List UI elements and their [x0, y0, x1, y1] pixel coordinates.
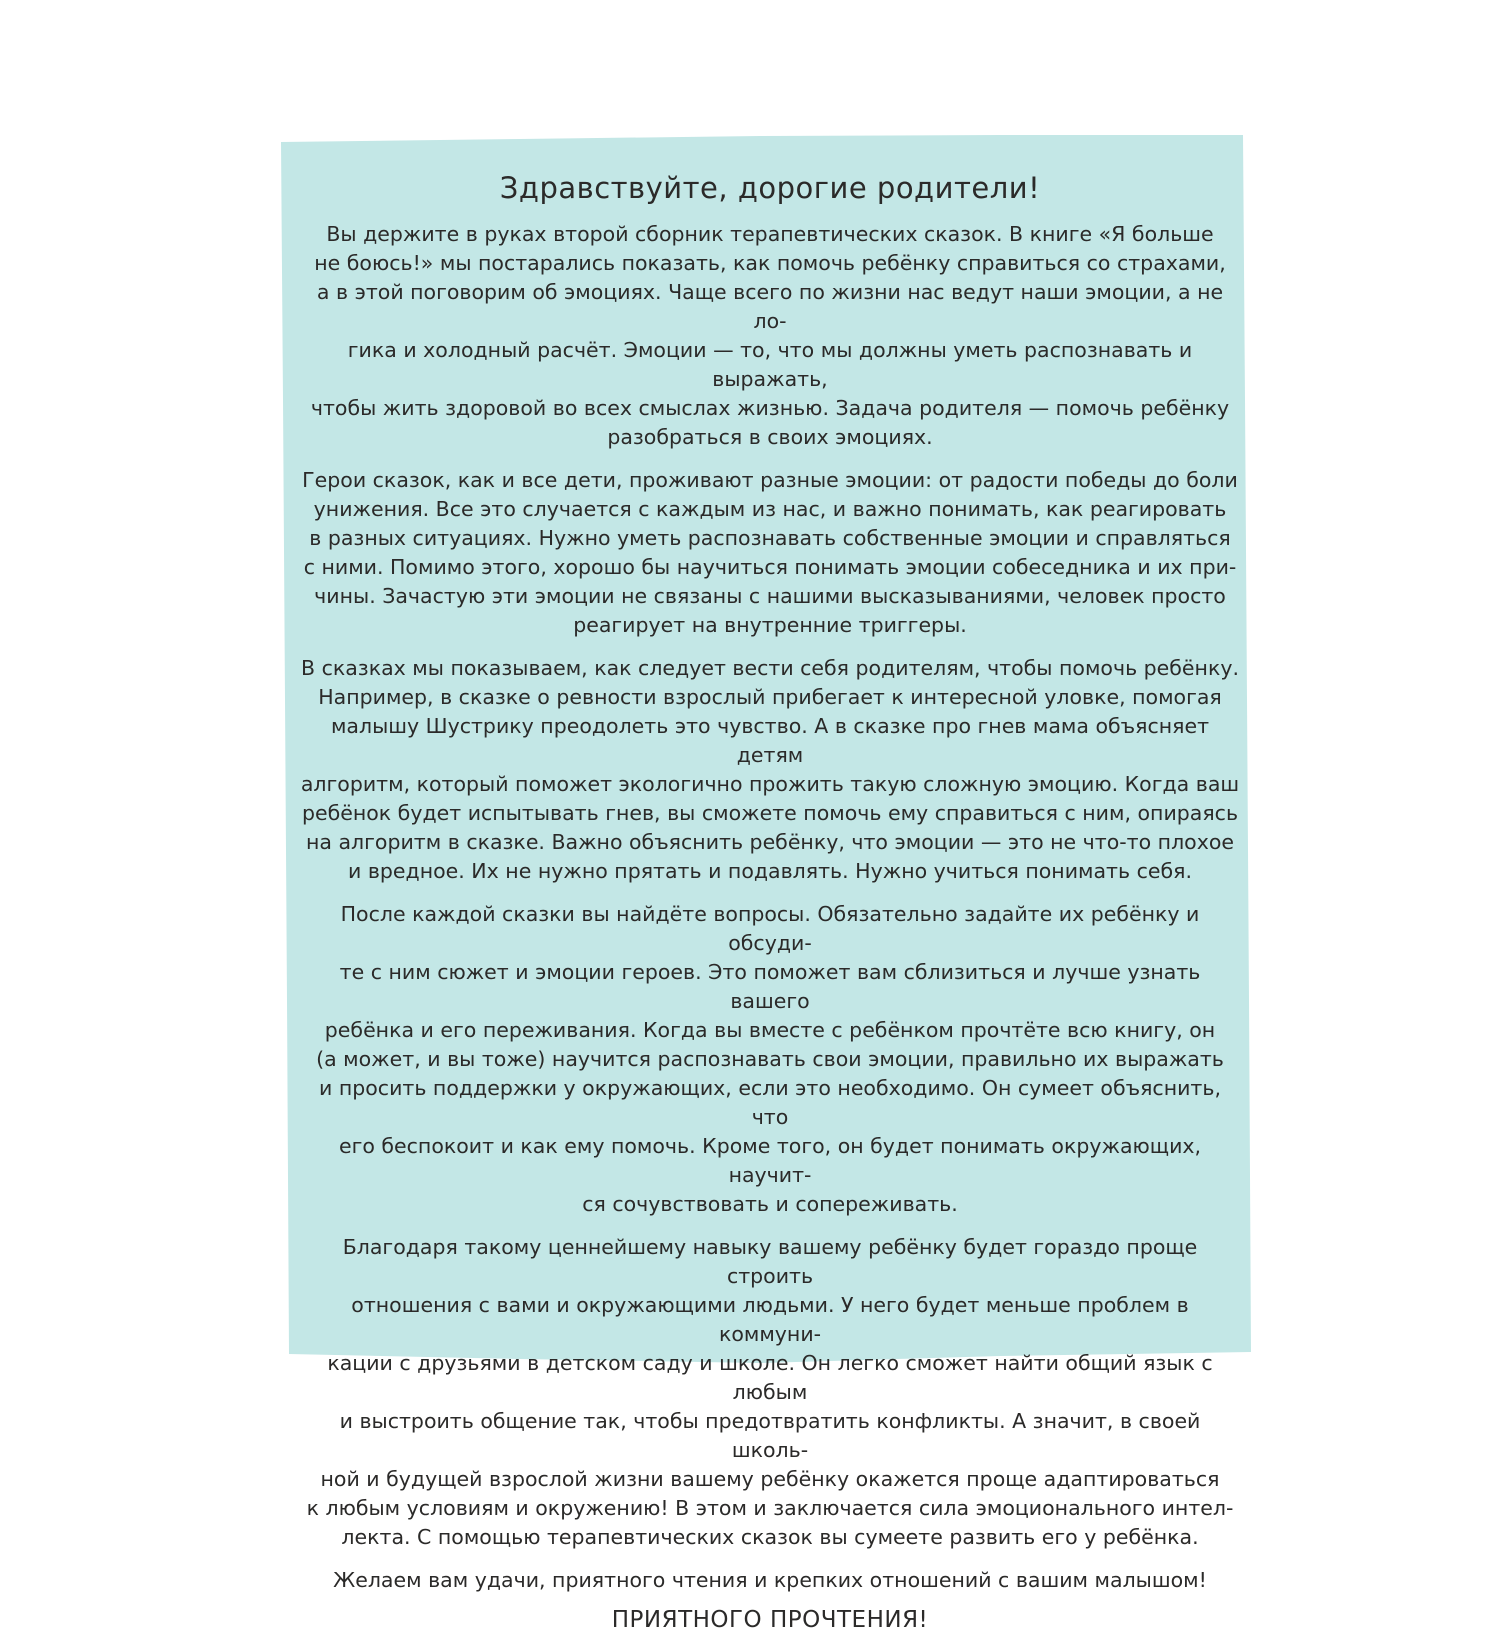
paragraph-3 [300, 654, 1240, 886]
letter-title: Здравствуйте, дорогие родители! [499, 171, 1041, 205]
text-line: не боюсь!» мы постарались показать, как помочь ребёнку справиться со страхами, [314, 251, 1226, 275]
text-line: те с ним сюжет и эмоции героев. Это поможет вам сблизиться и лучше узнать вашего [339, 960, 1201, 1013]
text-line: Благодаря такому ценнейшему навыку вашему ребёнку будет гораздо проще строить [342, 1235, 1198, 1288]
text-line: Герои сказок, как и все дети, проживают разные эмоции: от радости победы до боли [302, 468, 1238, 492]
text-line: ной и будущей взрослой жизни вашему ребёнку окажется проще адаптироваться [320, 1467, 1220, 1491]
text-line: (а может, и вы тоже) научится распознавать свои эмоции, правильно их выражать [316, 1047, 1224, 1071]
text-line: ся сочувствовать и сопереживать. [582, 1192, 958, 1216]
text-line: реагирует на внутренние триггеры. [573, 613, 967, 637]
signoff: ПРИЯТНОГО ПРОЧТЕНИЯ! [611, 1607, 929, 1633]
text-line: отношения с вами и окружающими людьми. У него будет меньше проблем в коммуни- [351, 1293, 1189, 1346]
text-line: кации с друзьями в детском саду и школе. Он легко сможет найти общий язык с любым [327, 1351, 1213, 1404]
text-line: Вы держите в руках второй сборник терапевтических сказок. В книге «Я больше [326, 222, 1214, 246]
paragraph-2 [300, 466, 1240, 640]
text-line: и выстроить общение так, чтобы предотвратить конфликты. А значит, в своей школь- [339, 1409, 1201, 1462]
letter-content [300, 168, 1240, 1637]
text-line: гика и холодный расчёт. Эмоции — то, что мы должны уметь распознавать и выражать, [347, 338, 1193, 391]
paragraph-5 [300, 1233, 1240, 1552]
closing-wish: Желаем вам удачи, приятного чтения и крепких отношений с вашим малышом! [333, 1568, 1207, 1592]
text-line: малышу Шустрику преодолеть это чувство. А в сказке про гнев мама объясняет детям [330, 714, 1210, 767]
text-line: лекта. С помощью терапевтических сказок вы сумеете развить его у ребёнка. [341, 1525, 1199, 1549]
text-line: в разных ситуациях. Нужно уметь распознавать собственные эмоции и справляться [309, 526, 1231, 550]
text-line: В сказках мы показываем, как следует вести себя родителям, чтобы помочь ребёнку. [301, 656, 1239, 680]
text-line: алгоритм, который поможет экологично прожить такую сложную эмоцию. Когда ваш [300, 772, 1240, 796]
text-line: чтобы жить здоровой во всех смыслах жизнью. Задача родителя — помочь ребёнку [310, 396, 1230, 420]
text-line: Например, в сказке о ревности взрослый прибегает к интересной уловке, помогая [318, 685, 1222, 709]
paragraph-1 [300, 220, 1240, 452]
text-line: к любым условиям и окружению! В этом и заключается сила эмоционального интел- [306, 1496, 1234, 1520]
text-line: с ними. Помимо этого, хорошо бы научиться понимать эмоции собеседника и их при- [303, 555, 1237, 579]
text-line: ребёнок будет испытывать гнев, вы сможете помочь ему справиться с ним, опираясь [301, 801, 1239, 825]
text-line: его беспокоит и как ему помочь. Кроме того, он будет понимать окружающих, научит- [338, 1134, 1202, 1187]
text-line: унижения. Все это случается с каждым из нас, и важно понимать, как реагировать [313, 497, 1227, 521]
text-line: чины. Зачастую эти эмоции не связаны с нашими высказываниями, человек просто [314, 584, 1226, 608]
text-line: а в этой поговорим об эмоциях. Чаще всего по жизни нас ведут наши эмоции, а не ло- [316, 280, 1224, 333]
text-line: После каждой сказки вы найдёте вопросы. Обязательно задайте их ребёнку и обсуди- [340, 902, 1200, 955]
text-line: разобраться в своих эмоциях. [607, 425, 933, 449]
text-line: ребёнка и его переживания. Когда вы вместе с ребёнком прочтёте всю книгу, он [324, 1018, 1216, 1042]
text-line: и просить поддержки у окружающих, если это необходимо. Он сумеет объяснить, что [319, 1076, 1221, 1129]
paragraph-4 [300, 900, 1240, 1219]
text-line: и вредное. Их не нужно прятать и подавлять. Нужно учиться понимать себя. [348, 859, 1192, 883]
text-line: на алгоритм в сказке. Важно объяснить ребёнку, что эмоции — это не что-то плохое [306, 830, 1234, 854]
